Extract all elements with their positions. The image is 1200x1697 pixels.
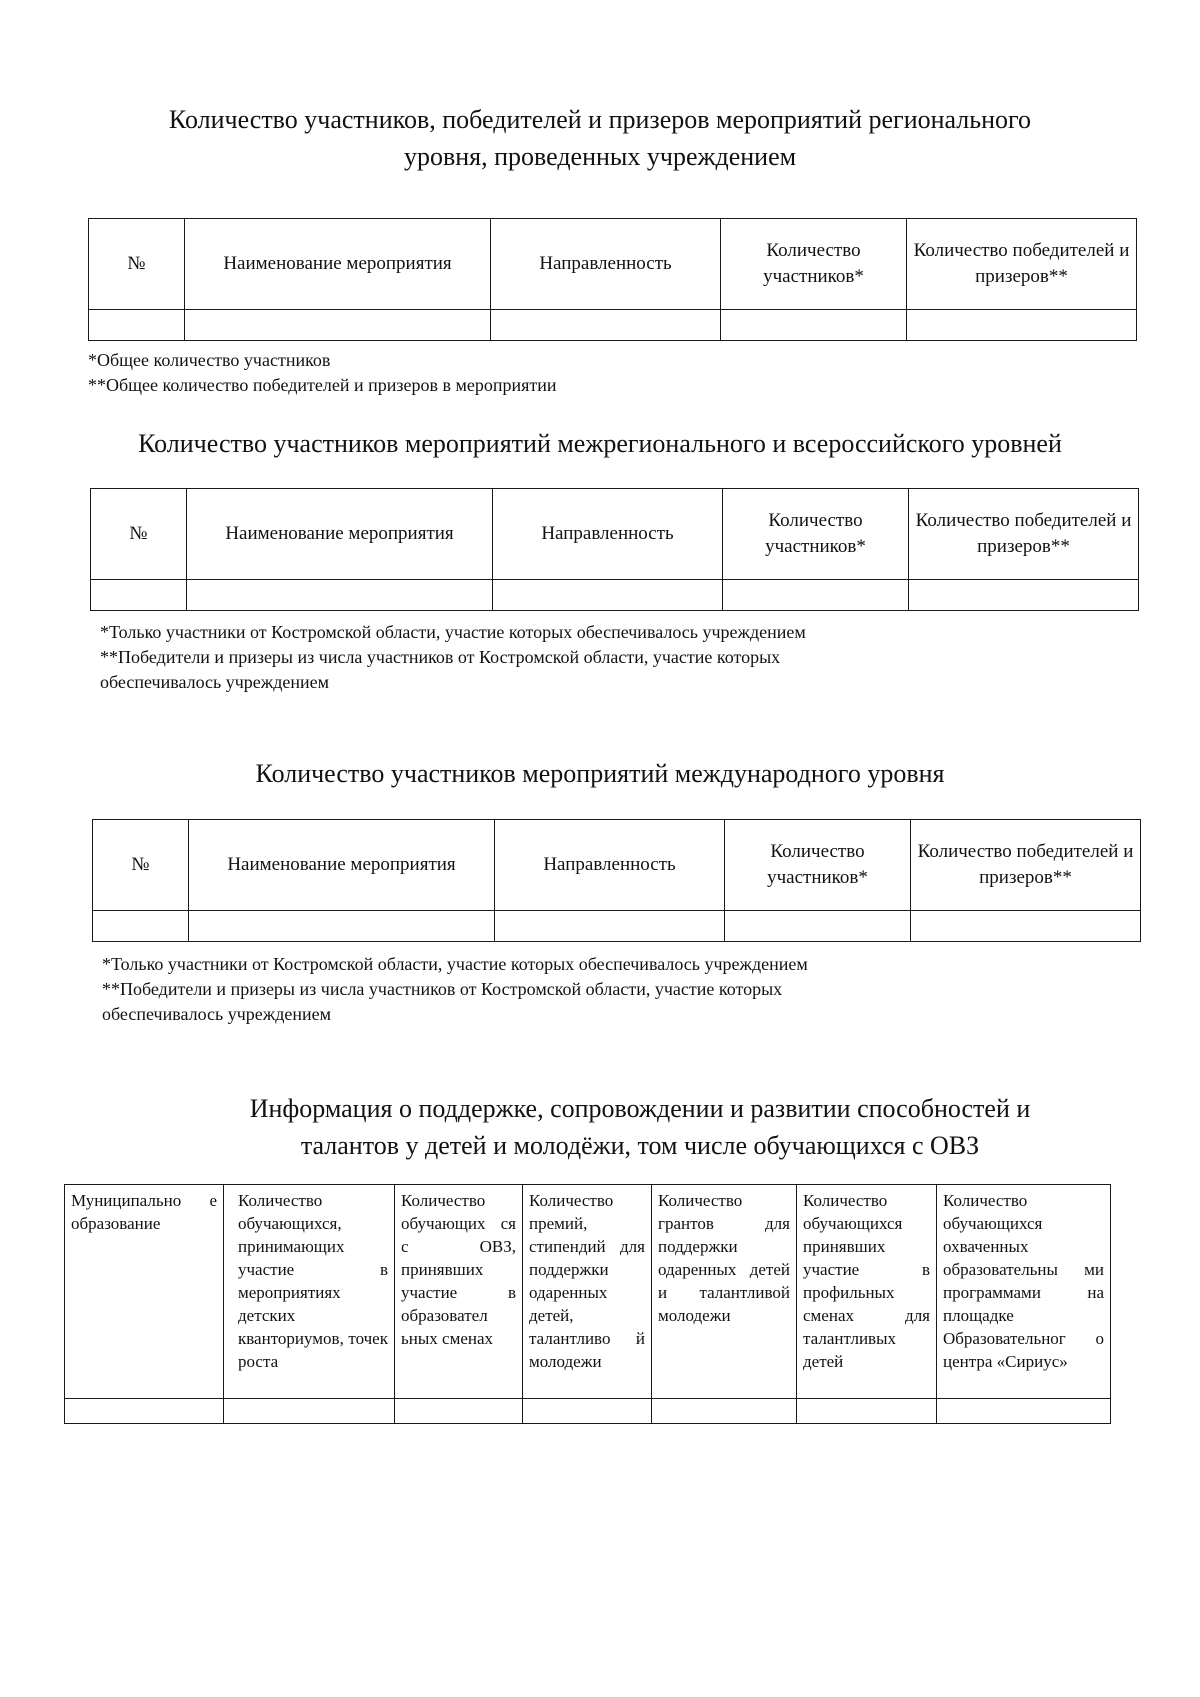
table-cell[interactable]: [491, 310, 721, 341]
section2-table: [90, 488, 1139, 611]
section2-title-line: Количество участников мероприятий межрегионального и всероссийского уровней: [138, 429, 1062, 458]
section3-notes: [102, 952, 808, 1027]
table-header-row: [65, 1185, 1111, 1399]
column-header: Количество участников*: [723, 489, 909, 580]
column-header: Количество грантов для поддержки одаренных детей и талантливой молодежи: [652, 1185, 797, 1399]
table-cell[interactable]: [907, 310, 1137, 341]
section1-notes: [88, 348, 557, 398]
table-cell[interactable]: [65, 1399, 224, 1424]
section2-notes: [100, 620, 806, 695]
table-cell[interactable]: [937, 1399, 1111, 1424]
table-cell[interactable]: [93, 911, 189, 942]
section1-table: [88, 218, 1137, 341]
column-header: Количество обучающихся охваченных образовательны ми программами на площадке Образовательног о центра «Сириус»: [937, 1185, 1111, 1399]
table-header-row: [89, 219, 1137, 310]
table-cell[interactable]: [652, 1399, 797, 1424]
section4-title-line1: Информация о поддержке, сопровождении и развитии способностей и: [249, 1094, 1031, 1123]
column-header: Количество участников*: [721, 219, 907, 310]
section2-title: [60, 425, 1140, 462]
section1-title-line2: уровня, проведенных учреждением: [403, 142, 797, 171]
column-header: Направленность: [491, 219, 721, 310]
table-cell[interactable]: [523, 1399, 652, 1424]
section3-table: [92, 819, 1141, 942]
table-cell[interactable]: [187, 580, 493, 611]
section1-title-line1: Количество участников, победителей и призеров мероприятий регионального: [168, 105, 1032, 134]
column-header: №: [91, 489, 187, 580]
table-cell[interactable]: [721, 310, 907, 341]
section4-title: [160, 1090, 1120, 1164]
column-header: №: [93, 820, 189, 911]
column-header: Наименование мероприятия: [185, 219, 491, 310]
column-header: Количество обучающихся, принимающих участие в мероприятиях детских кванториумов, точек роста: [224, 1185, 395, 1399]
column-header: Количество обучающихся принявших участие в профильных сменах для талантливых детей: [797, 1185, 937, 1399]
section3-title: [60, 755, 1140, 792]
table-row: [91, 580, 1139, 611]
table-cell[interactable]: [493, 580, 723, 611]
table-cell[interactable]: [495, 911, 725, 942]
column-header: Количество победителей и призеров**: [911, 820, 1141, 911]
section1-title: [60, 101, 1140, 175]
column-header: Наименование мероприятия: [189, 820, 495, 911]
table-cell[interactable]: [185, 310, 491, 341]
column-header: Количество участников*: [725, 820, 911, 911]
column-header: №: [89, 219, 185, 310]
table-row: [93, 911, 1141, 942]
footnote: *Только участники от Костромской области, участие которых обеспечивалось учреждением: [100, 622, 806, 642]
section4-title-line2: талантов у детей и молодёжи, том числе обучающихся с ОВЗ: [300, 1131, 980, 1160]
column-header: Направленность: [495, 820, 725, 911]
column-header: Количество премий, стипендий для поддержки одаренных детей, талантливо й молодежи: [523, 1185, 652, 1399]
table-cell[interactable]: [189, 911, 495, 942]
footnote: **Победители и призеры из числа участников от Костромской области, участие которых: [100, 647, 781, 667]
table-header-row: [91, 489, 1139, 580]
footnote: *Только участники от Костромской области, участие которых обеспечивалось учреждением: [102, 954, 808, 974]
table-cell[interactable]: [723, 580, 909, 611]
table-cell[interactable]: [909, 580, 1139, 611]
table-cell[interactable]: [395, 1399, 523, 1424]
table-row: [65, 1399, 1111, 1424]
column-header: Муниципально е образование: [65, 1185, 224, 1399]
table-cell[interactable]: [911, 911, 1141, 942]
section3-title-line: Количество участников мероприятий международного уровня: [255, 759, 945, 788]
table-cell[interactable]: [91, 580, 187, 611]
table-cell[interactable]: [89, 310, 185, 341]
column-header: Наименование мероприятия: [187, 489, 493, 580]
footnote: *Общее количество участников: [88, 350, 331, 370]
column-header: Количество победителей и призеров**: [907, 219, 1137, 310]
footnote: обеспечивалось учреждением: [102, 1004, 332, 1024]
footnote: обеспечивалось учреждением: [100, 672, 330, 692]
column-header: Количество победителей и призеров**: [909, 489, 1139, 580]
table-cell[interactable]: [224, 1399, 395, 1424]
table-cell[interactable]: [797, 1399, 937, 1424]
table-row: [89, 310, 1137, 341]
column-header: Направленность: [493, 489, 723, 580]
section4-table: [64, 1184, 1111, 1424]
footnote: **Общее количество победителей и призеров в мероприятии: [88, 375, 557, 395]
footnote: **Победители и призеры из числа участников от Костромской области, участие которых: [102, 979, 783, 999]
table-cell[interactable]: [725, 911, 911, 942]
column-header: Количество обучающих ся с ОВЗ, принявших участие в образовател ьных сменах: [395, 1185, 523, 1399]
table-header-row: [93, 820, 1141, 911]
